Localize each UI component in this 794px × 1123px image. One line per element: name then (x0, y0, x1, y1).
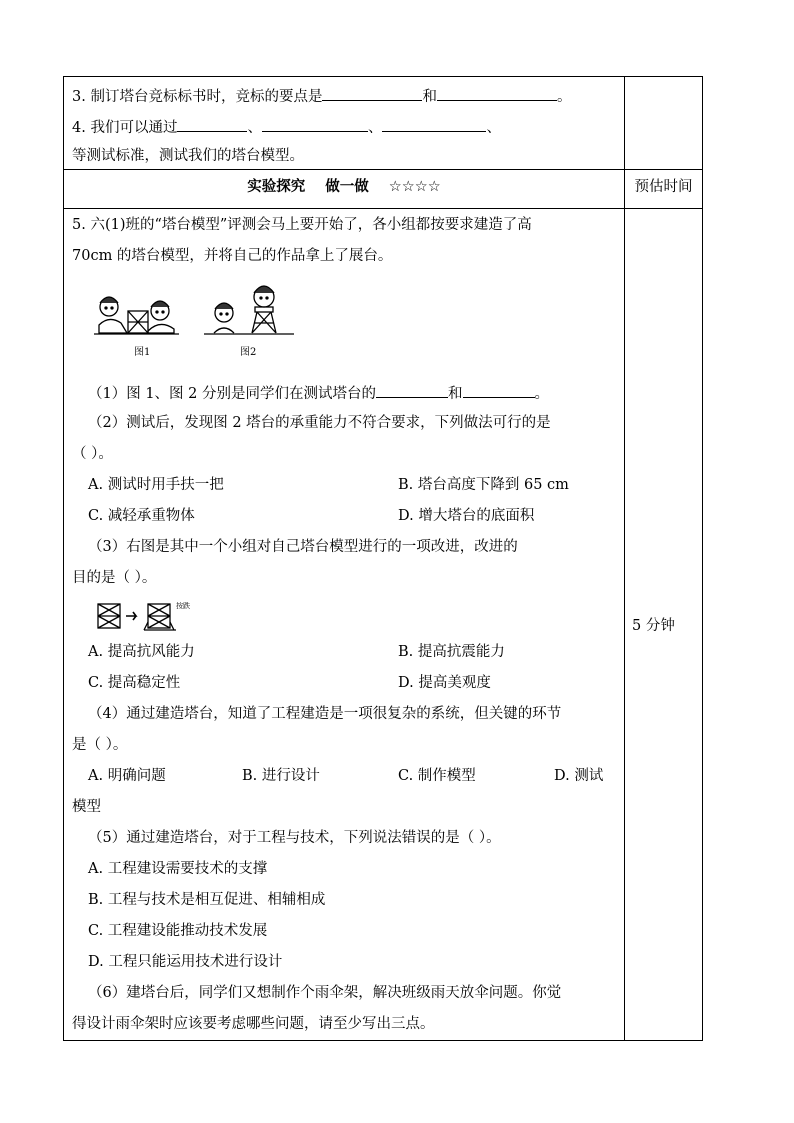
figure-2-label: 图2 (240, 347, 257, 358)
option-d[interactable]: D. 测试 (554, 768, 604, 784)
sub-question-6: （6）建塔台后，同学们又想制作个雨伞架，解决班级雨天放伞问题。你觉 (88, 985, 562, 1001)
question-3 (72, 85, 571, 107)
question-3-and: 和 (422, 89, 437, 105)
option-a[interactable]: A. 测试时用手扶一把 (88, 477, 224, 493)
separator: 、 (247, 120, 262, 136)
question-5-intro-2: 70cm 的塔台模型，并将自己的作品拿上了展台。 (72, 248, 393, 264)
option-a[interactable]: A. 工程建设需要技术的支撑 (88, 861, 268, 877)
sub-question-1-and: 和 (448, 386, 463, 402)
section-subtitle: 做一做 (325, 178, 369, 195)
test-illustration (94, 285, 314, 365)
option-a[interactable]: A. 提高抗风能力 (88, 644, 195, 660)
sub-question-1-end: 。 (534, 386, 550, 402)
sub-question-1-text: （1）图 1、图 2 分别是同学们在测试塔台的 (88, 386, 377, 402)
improvement-illustration (96, 598, 196, 632)
answer-blank[interactable] (322, 85, 422, 101)
option-b[interactable]: B. 进行设计 (242, 768, 320, 784)
sub-question-2-line-2: （ ）。 (72, 446, 113, 462)
question-5-intro: 5. 六(1)班的“塔台模型”评测会马上要开始了，各小组都按要求建造了高 (72, 217, 532, 233)
answer-blank[interactable] (437, 85, 557, 101)
sub-question-3: （3）右图是其中一个小组对自己塔台模型进行的一项改进，改进的 (88, 539, 518, 555)
option-d[interactable]: D. 工程只能运用技术进行设计 (88, 954, 283, 970)
estimated-time: 5 分钟 (632, 618, 675, 634)
question-4-text: 4. 我们可以通过 (72, 120, 178, 136)
section-header (64, 177, 624, 197)
sub-question-6-line-2: 得设计雨伞架时应该要考虑哪些问题，请至少写出三点。 (72, 1016, 435, 1032)
section-title: 实验探究 (247, 178, 306, 195)
answer-blank[interactable] (376, 382, 448, 398)
worksheet-table (63, 76, 703, 1041)
question-4-line-2: 等测试标准，测试我们的塔台模型。 (72, 148, 304, 164)
separator: 、 (486, 120, 501, 136)
option-d[interactable]: D. 提高美观度 (398, 675, 491, 691)
option-c[interactable]: C. 减轻承重物体 (88, 508, 195, 524)
sub-question-1 (88, 382, 549, 404)
improvement-label: 按跌 (176, 602, 190, 610)
sub-question-5: （5）通过建造塔台，对于工程与技术，下列说法错误的是（ ）。 (88, 830, 501, 846)
option-c[interactable]: C. 工程建设能推动技术发展 (88, 923, 268, 939)
sub-question-2: （2）测试后，发现图 2 塔台的承重能力不符合要求，下列做法可行的是 (88, 415, 551, 431)
option-b[interactable]: B. 塔台高度下降到 65 cm (398, 477, 569, 493)
answer-blank[interactable] (463, 382, 535, 398)
answer-blank[interactable] (262, 116, 368, 132)
question-3-end: 。 (556, 89, 572, 105)
question-4 (72, 116, 501, 138)
answer-blank[interactable] (382, 116, 486, 132)
sub-question-4: （4）通过建造塔台，知道了工程建造是一项很复杂的系统，但关键的环节 (88, 706, 562, 722)
option-d-continued: 模型 (72, 799, 101, 815)
difficulty-stars: ☆☆☆☆ (388, 179, 441, 195)
sub-question-4-line-2: 是（ ）。 (72, 737, 128, 753)
column-divider (624, 77, 625, 1040)
option-b[interactable]: B. 工程与技术是相互促进、相辅相成 (88, 892, 326, 908)
row-divider (64, 169, 702, 170)
option-c[interactable]: C. 提高稳定性 (88, 675, 181, 691)
sub-question-3-line-2: 目的是（ ）。 (72, 570, 157, 586)
time-header: 预估时间 (634, 179, 693, 195)
option-c[interactable]: C. 制作模型 (398, 768, 476, 784)
separator: 、 (367, 120, 383, 136)
answer-blank[interactable] (177, 116, 247, 132)
option-a[interactable]: A. 明确问题 (88, 768, 166, 784)
figure-1-label: 图1 (134, 347, 151, 358)
question-3-text: 3. 制订塔台竞标标书时，竞标的要点是 (72, 89, 323, 105)
option-d[interactable]: D. 增大塔台的底面积 (398, 508, 535, 524)
row-divider (64, 208, 702, 209)
option-b[interactable]: B. 提高抗震能力 (398, 644, 505, 660)
